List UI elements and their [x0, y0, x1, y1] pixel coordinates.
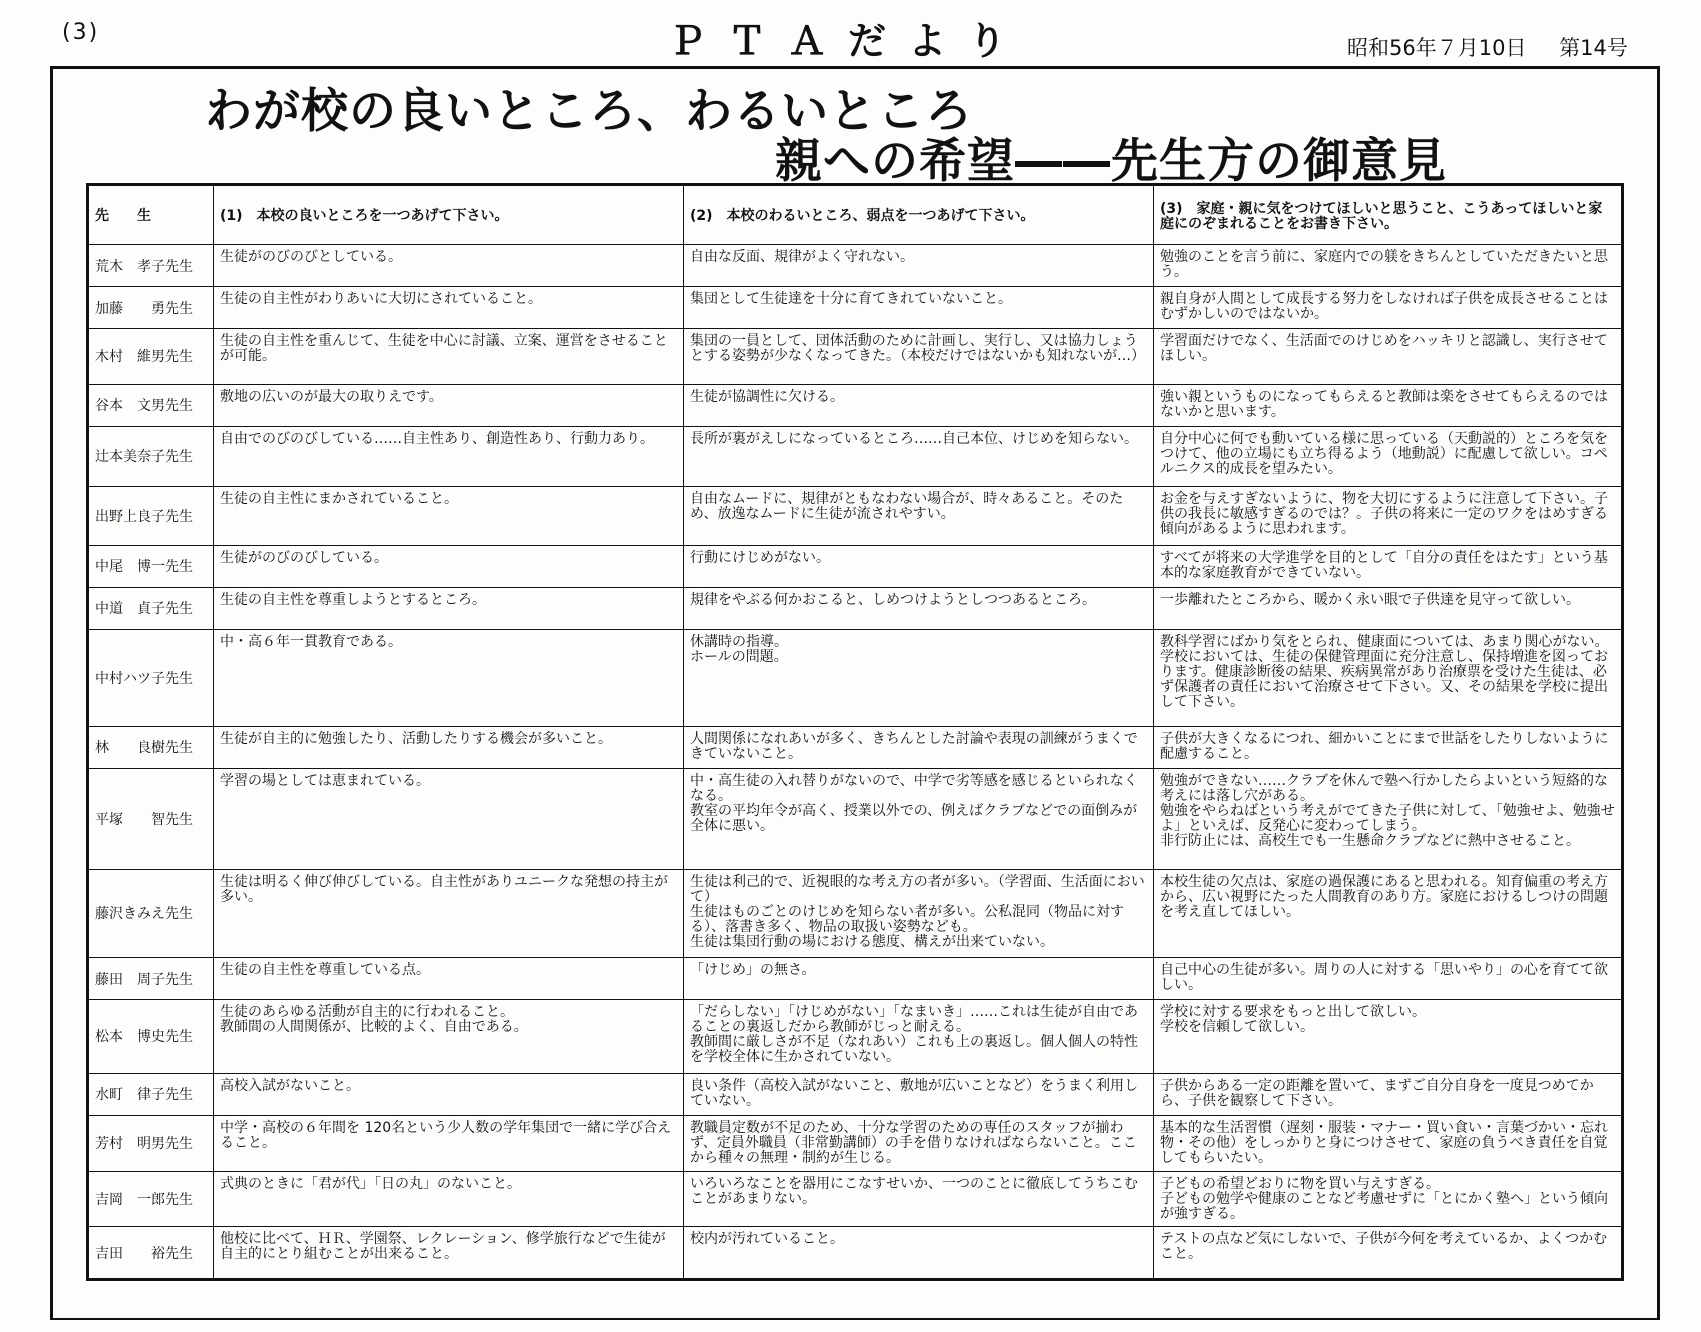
table-row: [88, 1115, 1623, 1171]
good-point-cell: 生徒の自主性を尊重している点。: [214, 958, 684, 1000]
family-hope-cell: 勉強ができない……クラブを休んで塾へ行かしたらよいという短絡的な考えには落し穴がある。 勉強をやらねばという考えがでてきた子供に対して、「勉強せよ、勉強せよ」といえば、反発心に変わってしまう。 非行防止には、高校生でも一生懸命クラブなどに熱中させること。: [1154, 768, 1623, 869]
newsletter-masthead: ＰＴＡだより: [668, 19, 1029, 63]
table-row: [88, 629, 1623, 726]
family-hope-cell: 自己中心の生徒が多い。周りの人に対する「思いやり」の心を育てて欲しい。: [1154, 958, 1623, 1000]
table-row: [88, 726, 1623, 768]
weak-point-cell: 人間関係になれあいが多く、きちんとした討論や表現の訓練がうまくできていないこと。: [684, 726, 1154, 768]
teacher-name: 平塚 智先生: [88, 768, 214, 869]
teacher-name: 中道 貞子先生: [88, 587, 214, 629]
good-point-cell: 生徒がのびのびしている。: [214, 545, 684, 587]
good-point-cell: 生徒のあらゆる活動が自主的に行われること。 教師間の人間関係が、比較的よく、自由である。: [214, 1000, 684, 1074]
table-row: [88, 426, 1623, 486]
teacher-name: 出野上良子先生: [88, 486, 214, 545]
teacher-name: 谷本 文男先生: [88, 384, 214, 426]
weak-point-cell: 「けじめ」の無さ。: [684, 958, 1154, 1000]
teacher-name: 藤沢きみえ先生: [88, 869, 214, 957]
teacher-name: 中尾 博一先生: [88, 545, 214, 587]
weak-point-cell: 自由な反面、規律がよく守れない。: [684, 245, 1154, 287]
good-point-cell: 高校入試がないこと。: [214, 1073, 684, 1115]
family-hope-cell: 自分中心に何でも動いている様に思っている（天動説的）ところを気をつけて、他の立場にも立ち得るよう（地動説）に配慮して欲しい。コペルニクス的成長を望みたい。: [1154, 426, 1623, 486]
family-hope-cell: 一歩離れたところから、暖かく永い眼で子供達を見守って欲しい。: [1154, 587, 1623, 629]
weak-point-cell: 休講時の指導。 ホールの問題。: [684, 629, 1154, 726]
family-hope-cell: 勉強のことを言う前に、家庭内での躾をきちんとしていただきたいと思う。: [1154, 245, 1623, 287]
teacher-name: 芳村 明男先生: [88, 1115, 214, 1171]
weak-point-cell: 「だらしない」「けじめがない」「なまいき」……これは生徒が自由であることの裏返しだから教師がじっと耐える。 教師間に厳しさが不足（なれあい）これも上の裏返し。個人個人の特性を学校全体に生かされていない。: [684, 1000, 1154, 1074]
good-point-cell: 自由でのびのびしている……自主性あり、創造性あり、行動力あり。: [214, 426, 684, 486]
weak-point-cell: 長所が裏がえしになっているところ……自己本位、けじめを知らない。: [684, 426, 1154, 486]
teacher-name: 木村 維男先生: [88, 329, 214, 385]
column-header-teacher: 先 生: [88, 185, 214, 245]
table-row: [88, 384, 1623, 426]
weak-point-cell: 集団として生徒達を十分に育てきれていないこと。: [684, 287, 1154, 329]
family-hope-cell: テストの点など気にしないで、子供が今何を考えているか、よくつかむこと。: [1154, 1227, 1623, 1280]
weak-point-cell: 生徒が協調性に欠ける。: [684, 384, 1154, 426]
family-hope-cell: 子どもの希望どおりに物を買い与えすぎる。 子どもの勉学や健康のことなど考慮せずに「とにかく塾へ」という傾向が強すぎる。: [1154, 1171, 1623, 1227]
teacher-name: 辻本美奈子先生: [88, 426, 214, 486]
teacher-name: 吉岡 一郎先生: [88, 1171, 214, 1227]
table-row: [88, 329, 1623, 385]
weak-point-cell: 自由なムードに、規律がともなわない場合が、時々あること。そのため、放逸なムードに生徒が流されやすい。: [684, 486, 1154, 545]
weak-point-cell: いろいろなことを器用にこなすせいか、一つのことに徹底してうちこむことがあまりない。: [684, 1171, 1154, 1227]
article-title: わが校の良いところ、わるいところ: [205, 84, 973, 139]
good-point-cell: 生徒の自主性にまかされていること。: [214, 486, 684, 545]
family-hope-cell: 教科学習にばかり気をとられ、健康面については、あまり関心がない。学校においては、生徒の保健管理面に充分注意し、保持増進を図っております。健康診断後の結果、疾病異常があり治療票を受けた生徒は、必ず保護者の責任において治療させて下さい。又、その結果を学校に提出して下さい。: [1154, 629, 1623, 726]
weak-point-cell: 校内が汚れていること。: [684, 1227, 1154, 1280]
weak-point-cell: 中・高生徒の入れ替りがないので、中学で劣等感を感じるといられなくなる。 教室の平均年令が高く、授業以外での、例えばクラブなどでの面倒みが全体に悪い。: [684, 768, 1154, 869]
teacher-name: 藤田 周子先生: [88, 958, 214, 1000]
good-point-cell: 敷地の広いのが最大の取りえです。: [214, 384, 684, 426]
teacher-name: 吉田 裕先生: [88, 1227, 214, 1280]
good-point-cell: 生徒の自主性を尊重しようとするところ。: [214, 587, 684, 629]
issue-info: [1347, 32, 1628, 62]
table-row: [88, 245, 1623, 287]
weak-point-cell: 集団の一員として、団体活動のために計画し、実行し、又は協力しょうとする姿勢が少なくなってきた。（本校だけではないかも知れないが…）: [684, 329, 1154, 385]
good-point-cell: 生徒がのびのびとしている。: [214, 245, 684, 287]
weak-point-cell: 生徒は利己的で、近視眼的な考え方の者が多い。（学習面、生活面において） 生徒はものごとのけじめを知らない者が多い。公私混同（物品に対する）、落書き多く、物品の取扱い姿勢なども。 生徒は集団行動の場における態度、構えが出来ていない。: [684, 869, 1154, 957]
teacher-name: 林 良樹先生: [88, 726, 214, 768]
column-header-weak-points: (2) 本校のわるいところ、弱点を一つあげて下さい。: [684, 185, 1154, 245]
teacher-name: 松本 博史先生: [88, 1000, 214, 1074]
table-row: [88, 287, 1623, 329]
weak-point-cell: 行動にけじめがない。: [684, 545, 1154, 587]
family-hope-cell: 強い親というものになってもらえると教師は楽をさせてもらえるのではないかと思います。: [1154, 384, 1623, 426]
issue-date: 昭和56年７月10日: [1347, 36, 1527, 60]
issue-number: 第14号: [1559, 36, 1628, 60]
table-row: [88, 545, 1623, 587]
table-row: [88, 587, 1623, 629]
good-point-cell: 生徒の自主性を重んじて、生徒を中心に討議、立案、運営をさせることが可能。: [214, 329, 684, 385]
good-point-cell: 他校に比べて、ＨＲ、学園祭、レクレーション、修学旅行などで生徒が自主的にとり組むことが出来ること。: [214, 1227, 684, 1280]
weak-point-cell: 教職員定数が不足のため、十分な学習のための専任のスタッフが揃わず、定員外職員（非常勤講師）の手を借りなければならないこと。ここから種々の無理・制約が生じる。: [684, 1115, 1154, 1171]
table-row: [88, 958, 1623, 1000]
family-hope-cell: 子供が大きくなるにつれ、細かいことにまで世話をしたりしないように配慮すること。: [1154, 726, 1623, 768]
family-hope-cell: 子供からある一定の距離を置いて、まずご自分自身を一度見つめてから、子供を観察して下さい。: [1154, 1073, 1623, 1115]
good-point-cell: 生徒が自主的に勉強したり、活動したりする機会が多いこと。: [214, 726, 684, 768]
table-row: [88, 768, 1623, 869]
good-point-cell: 生徒は明るく伸び伸びしている。自主性がありユニークな発想の持主が多い。: [214, 869, 684, 957]
weak-point-cell: 良い条件（高校入試がないこと、敷地が広いことなど）をうまく利用していない。: [684, 1073, 1154, 1115]
page-number: (3): [62, 20, 100, 45]
table-row: [88, 1227, 1623, 1280]
table-header-row: [88, 185, 1623, 245]
column-header-family-hopes: (3) 家庭・親に気をつけてほしいと思うこと、こうあってほしいと家庭にのぞまれることをお書き下さい。: [1154, 185, 1623, 245]
family-hope-cell: お金を与えすぎないように、物を大切にするように注意して下さい。子供の我長に敏感すぎるのでは？。子供の将来に一定のワクをはめすぎる傾向があるように思われます。: [1154, 486, 1623, 545]
good-point-cell: 中・高６年一貫教育である。: [214, 629, 684, 726]
family-hope-cell: 学校に対する要求をもっと出して欲しい。 学校を信頼して欲しい。: [1154, 1000, 1623, 1074]
family-hope-cell: 親自身が人間として成長する努力をしなければ子供を成長させることはむずかしいのではないか。: [1154, 287, 1623, 329]
column-header-good-points: (1) 本校の良いところを一つあげて下さい。: [214, 185, 684, 245]
weak-point-cell: 規律をやぶる何かおこると、しめつけようとしつつあるところ。: [684, 587, 1154, 629]
table-row: [88, 486, 1623, 545]
table-row: [88, 1073, 1623, 1115]
table-body: [88, 245, 1623, 1280]
good-point-cell: 生徒の自主性がわりあいに大切にされていること。: [214, 287, 684, 329]
table-row: [88, 1171, 1623, 1227]
teacher-opinion-table: [86, 183, 1624, 1281]
good-point-cell: 中学・高校の６年間を 120名という少人数の学年集団で一緒に学び合えること。: [214, 1115, 684, 1171]
teacher-name: 加藤 勇先生: [88, 287, 214, 329]
table-row: [88, 1000, 1623, 1074]
good-point-cell: 式典のときに「君が代」「日の丸」のないこと。: [214, 1171, 684, 1227]
family-hope-cell: 学習面だけでなく、生活面でのけじめをハッキリと認識し、実行させてほしい。: [1154, 329, 1623, 385]
family-hope-cell: 本校生徒の欠点は、家庭の過保護にあると思われる。知育偏重の考え方から、広い視野にたった人間教育のあり方。家庭におけるしつけの問題を考え直してほしい。: [1154, 869, 1623, 957]
table-row: [88, 869, 1623, 957]
family-hope-cell: 基本的な生活習慣（遅刻・服装・マナー・買い食い・言葉づかい・忘れ物・その他）をしっかりと身につけさせて、家庭の負うべき責任を自覚してもらいたい。: [1154, 1115, 1623, 1171]
teacher-name: 荒木 孝子先生: [88, 245, 214, 287]
article-subtitle: 親への希望――先生方の御意見: [775, 134, 1447, 189]
teacher-name: 中村ハツ子先生: [88, 629, 214, 726]
bottom-divider: [50, 1318, 1660, 1320]
family-hope-cell: すべてが将来の大学進学を目的として「自分の責任をはたす」という基本的な家庭教育ができていない。: [1154, 545, 1623, 587]
good-point-cell: 学習の場としては恵まれている。: [214, 768, 684, 869]
teacher-name: 水町 律子先生: [88, 1073, 214, 1115]
